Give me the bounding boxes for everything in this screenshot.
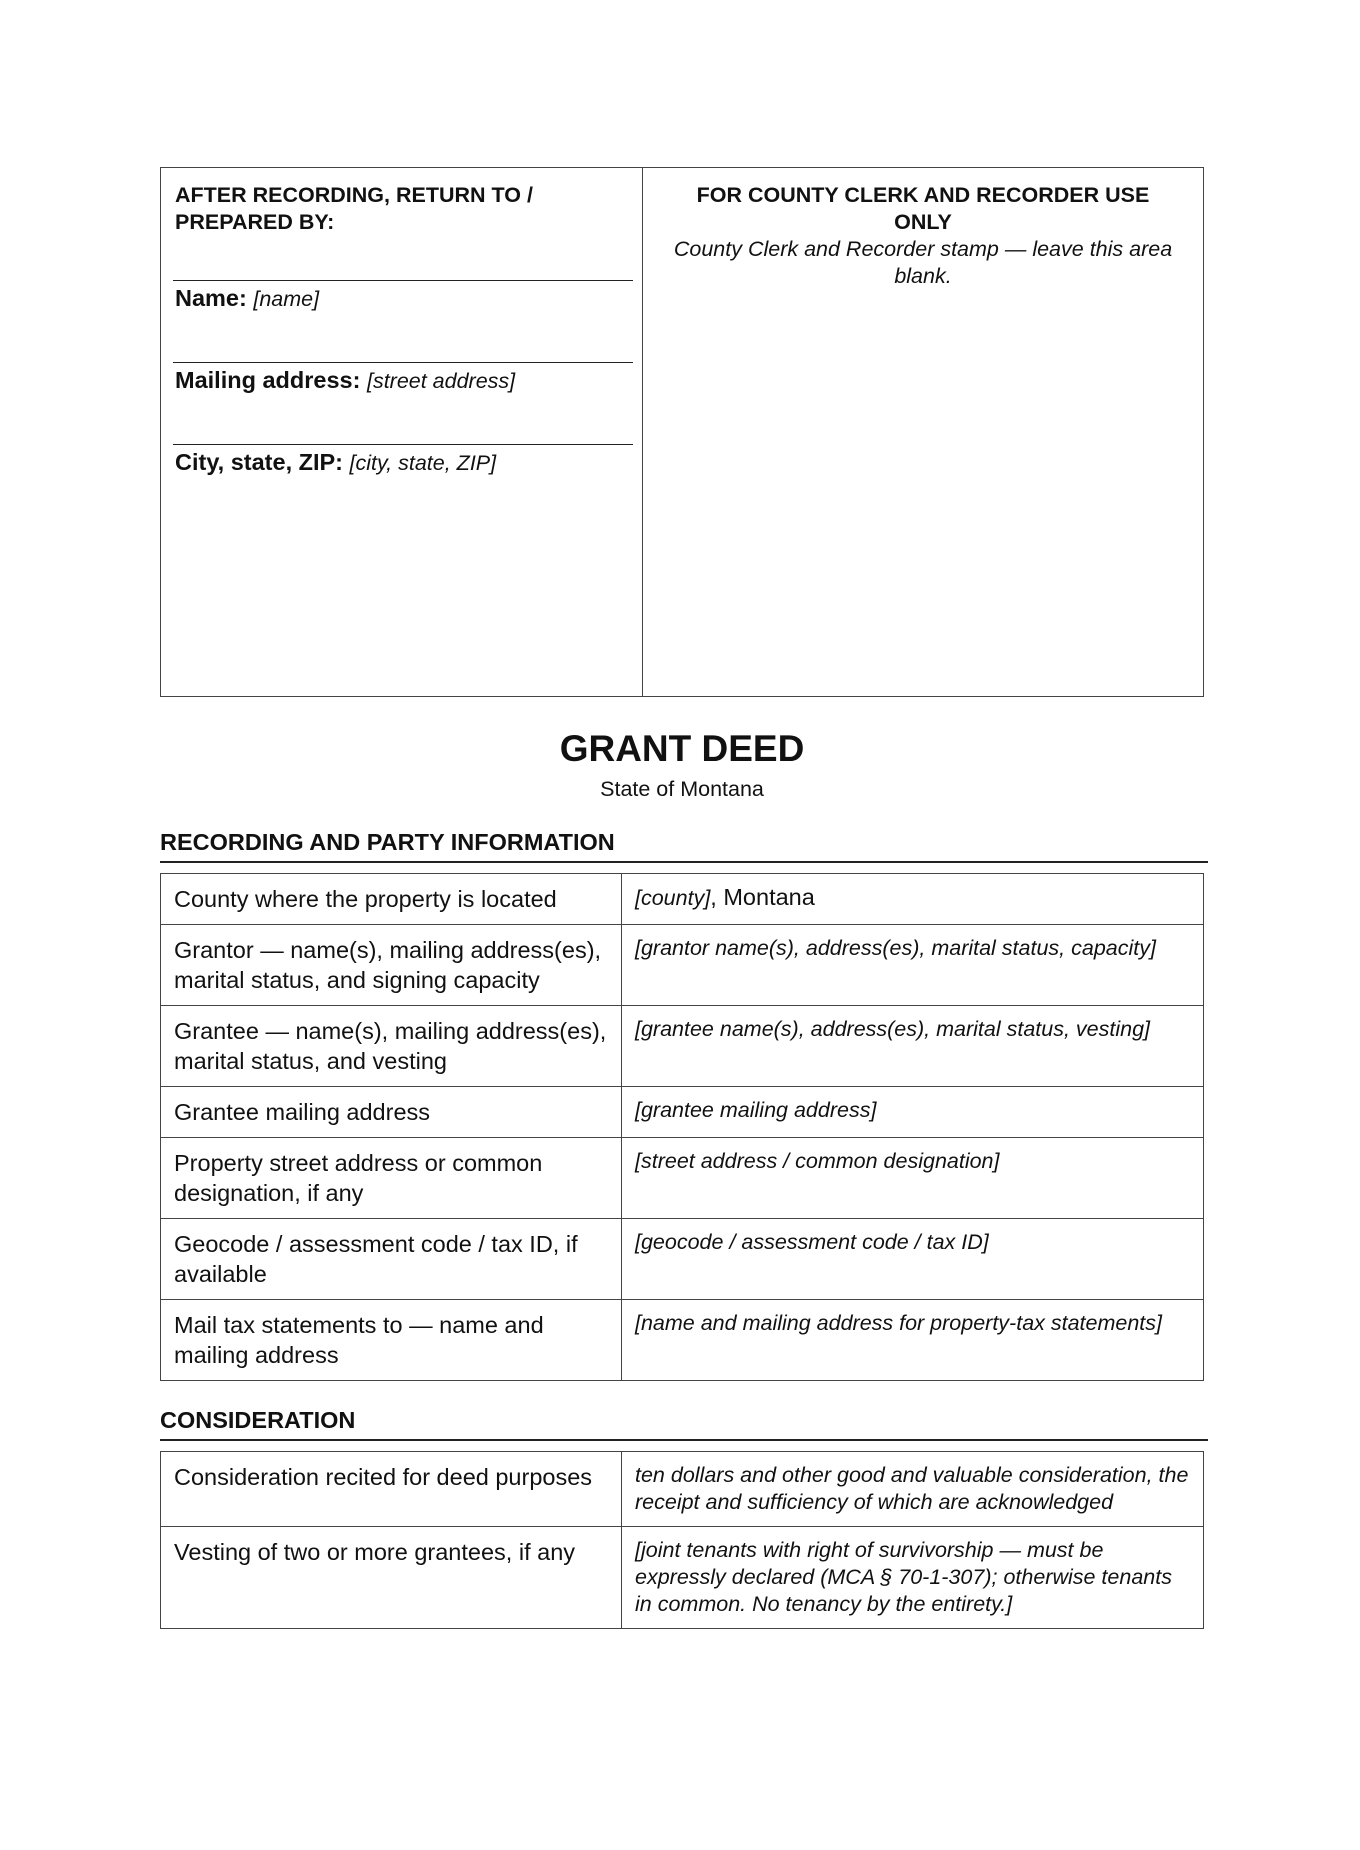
table-row xyxy=(161,1138,1204,1219)
row-value[interactable]: [geocode / assessment code / tax ID] xyxy=(622,1219,1204,1300)
row-value[interactable]: [grantor name(s), address(es), marital status, capacity] xyxy=(622,925,1204,1006)
table-row xyxy=(161,1087,1204,1138)
table-row xyxy=(161,1452,1204,1527)
city-state-zip-placeholder: [city, state, ZIP] xyxy=(349,451,497,475)
county-placeholder: [county] xyxy=(635,886,711,910)
row-label: Grantee — name(s), mailing address(es), marital status, and vesting xyxy=(161,1006,622,1087)
row-label: Grantee mailing address xyxy=(161,1087,622,1138)
row-label: Grantor — name(s), mailing address(es), marital status, and signing capacity xyxy=(161,925,622,1006)
party-info-table xyxy=(160,873,1204,1381)
name-placeholder: [name] xyxy=(253,287,320,311)
table-row xyxy=(161,1527,1204,1629)
row-value[interactable]: [grantee mailing address] xyxy=(622,1087,1204,1138)
table-row xyxy=(161,1219,1204,1300)
name-label: Name: xyxy=(175,285,247,311)
return-to-panel xyxy=(161,168,643,696)
recording-box xyxy=(160,167,1204,697)
clerk-use-note: County Clerk and Recorder stamp — leave this area blank. xyxy=(673,237,1173,288)
name-field[interactable] xyxy=(175,281,632,314)
title-block xyxy=(160,727,1204,803)
consideration-section-heading: CONSIDERATION xyxy=(160,1405,1208,1441)
row-label: Geocode / assessment code / tax ID, if available xyxy=(161,1219,622,1300)
mailing-address-placeholder: [street address] xyxy=(366,369,516,393)
consideration-table xyxy=(160,1451,1204,1629)
clerk-use-panel xyxy=(643,168,1203,696)
city-state-zip-label: City, state, ZIP: xyxy=(175,449,344,475)
row-value[interactable]: [grantee name(s), address(es), marital status, vesting] xyxy=(622,1006,1204,1087)
row-value[interactable]: [name and mailing address for property-tax statements] xyxy=(622,1300,1204,1381)
party-section-heading: RECORDING AND PARTY INFORMATION xyxy=(160,827,1208,863)
city-state-zip-field[interactable] xyxy=(175,445,632,478)
table-row xyxy=(161,874,1204,925)
clerk-use-heading: FOR COUNTY CLERK AND RECORDER USE ONLY xyxy=(696,183,1150,234)
row-value[interactable]: [street address / common designation] xyxy=(622,1138,1204,1219)
row-label: Property street address or common designation, if any xyxy=(161,1138,622,1219)
table-row xyxy=(161,925,1204,1006)
table-row xyxy=(161,1300,1204,1381)
document-title: GRANT DEED xyxy=(559,728,805,769)
table-row xyxy=(161,1006,1204,1087)
row-label: Vesting of two or more grantees, if any xyxy=(161,1527,622,1629)
mailing-address-field[interactable] xyxy=(175,363,632,396)
deed-page xyxy=(160,167,1204,1629)
return-to-heading: AFTER RECORDING, RETURN TO / PREPARED BY: xyxy=(175,183,533,234)
document-subtitle: State of Montana xyxy=(600,777,764,801)
row-value[interactable]: [joint tenants with right of survivorship — must be expressly declared (MCA § 70-1-307); otherwise tenants in common. No tenancy by the entirety.] xyxy=(622,1527,1204,1629)
row-value[interactable]: ten dollars and other good and valuable consideration, the receipt and sufficiency of which are acknowledged xyxy=(622,1452,1204,1527)
row-label: County where the property is located xyxy=(161,874,622,925)
row-label: Mail tax statements to — name and mailing address xyxy=(161,1300,622,1381)
row-label: Consideration recited for deed purposes xyxy=(161,1452,622,1527)
mailing-address-label: Mailing address: xyxy=(175,367,361,393)
row-value[interactable] xyxy=(622,874,1204,925)
county-state-text: , Montana xyxy=(710,884,815,910)
